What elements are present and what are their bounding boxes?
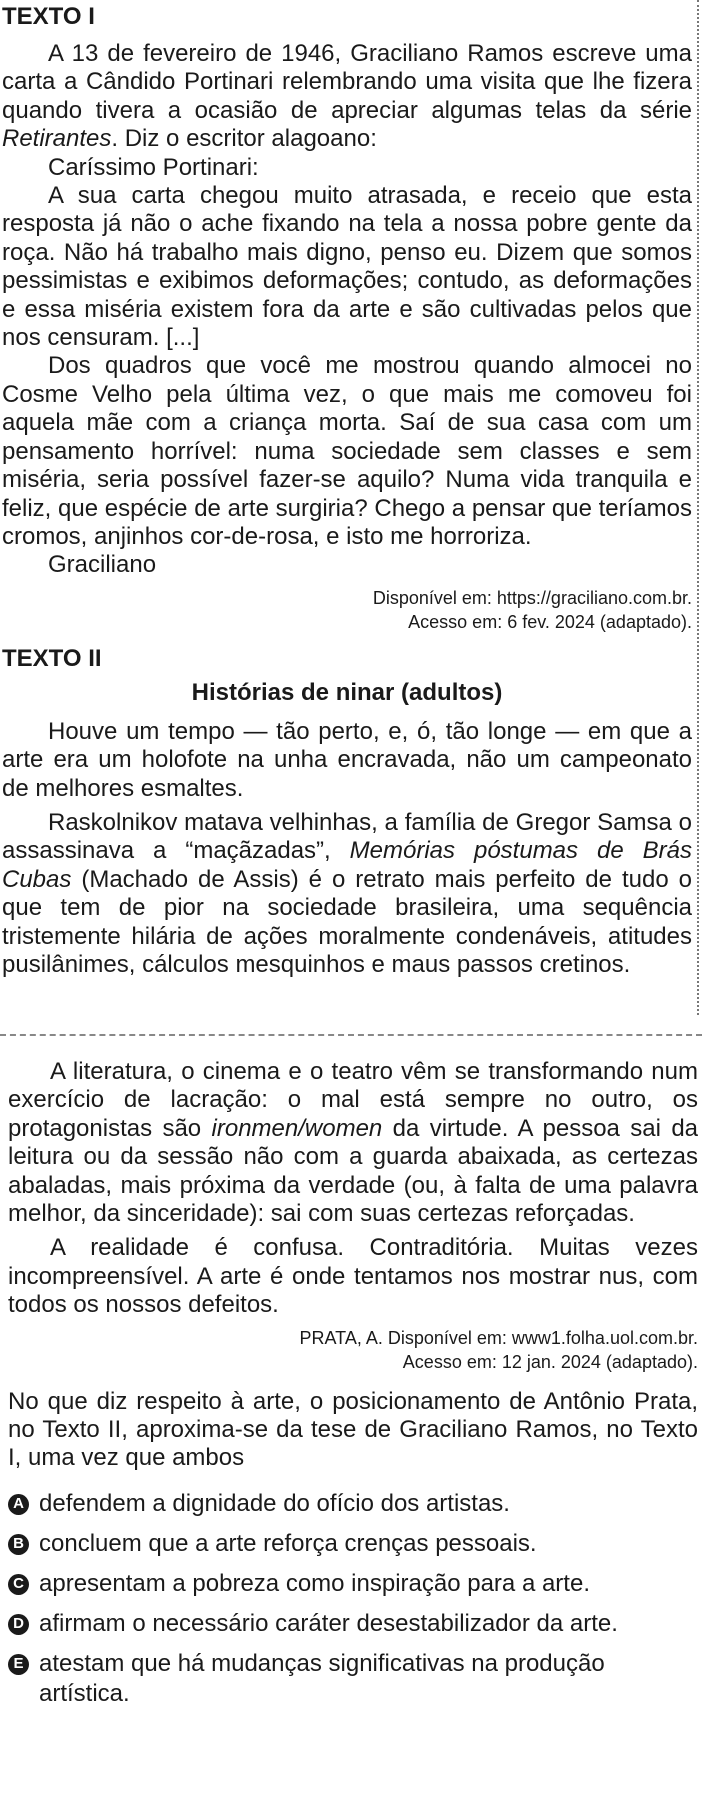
option-a[interactable] xyxy=(8,1489,698,1519)
texto2-paragraph-2: Raskolnikov matava velhinhas, a família de Gregor Samsa o assassinava a “maçãzadas”, Memórias póstumas de Brás Cubas (Machado de Assis) é o retrato mais perfeito de tudo o que tem de pior na sociedade brasileira, uma sequência tristemente hilária de ações moralmente condenáveis, atitudes pusilânimes, cálculos mesquinhos e maus passos cretinos. xyxy=(2,808,692,978)
texto2-paragraph-3: A literatura, o cinema e o teatro vêm se transformando num exercício de lacração: o mal está sempre no outro, os protagonistas são ironmen/women da virtude. A pessoa sai da leitura ou da sessão não com a guarda abaixada, as certezas abaladas, mais próxima da verdade (ou, à falta de uma palavra melhor, da sinceridade): sai com suas certezas reforçadas. xyxy=(8,1058,699,1228)
option-e-text: atestam que há mudanças significativas na produção artística. xyxy=(39,1649,605,1707)
column-break-divider xyxy=(0,1034,702,1036)
option-c-text: apresentam a pobreza como inspiração para a arte. xyxy=(39,1569,590,1597)
texto2-paragraph-4: A realidade é confusa. Contraditória. Muitas vezes incompreensível. A arte é onde tentamos nos mostrar nus, com todos os nossos defeitos. xyxy=(8,1234,698,1319)
texto1-paragraph-1: A 13 de fevereiro de 1946, Graciliano Ramos escreve uma carta a Cândido Portinari relembrando uma visita que lhe fizera quando tivera a ocasião de apreciar algumas telas da série Retirantes. Diz o escritor alagoano: xyxy=(2,40,692,153)
option-b[interactable] xyxy=(8,1529,698,1559)
option-c-letter-badge: C xyxy=(8,1574,29,1595)
option-a-letter-badge: A xyxy=(8,1494,29,1515)
option-e[interactable] xyxy=(8,1649,698,1709)
option-d-letter-badge: D xyxy=(8,1614,29,1635)
option-d-text: afirmam o necessário caráter desestabilizador da arte. xyxy=(39,1609,618,1637)
option-b-text: concluem que a arte reforça crenças pessoais. xyxy=(39,1529,537,1557)
texto2-italic-ironmen: ironmen/women xyxy=(211,1114,383,1142)
bottom-column xyxy=(8,1058,698,1719)
texto2-source: PRATA, A. Disponível em: www1.folha.uol.com.br. Acesso em: 12 jan. 2024 (adaptado). xyxy=(299,1327,698,1372)
option-a-text: defendem a dignidade do ofício dos artistas. xyxy=(39,1489,510,1517)
option-e-letter-badge: E xyxy=(8,1654,29,1675)
texto1-paragraph-3: Dos quadros que você me mostrou quando almocei no Cosme Velho pela última vez, o que mais me comoveu foi aquela mãe com a criança morta. Saí de sua casa com um pensamento horrível: numa sociedade sem classes e sem miséria, seria possível fazer-se aquilo? Numa vida tranquila e feliz, que espécie de arte surgiria? Chego a pensar que teríamos cromos, anjinhos cor-de-rosa, e isto me horroriza. xyxy=(2,352,692,550)
column-divider xyxy=(697,0,700,1015)
texto1-heading: TEXTO I xyxy=(2,3,95,30)
texto2-title: Histórias de ninar (adultos) xyxy=(191,678,503,706)
option-b-letter-badge: B xyxy=(8,1534,29,1555)
texto1-paragraph-2: A sua carta chegou muito atrasada, e receio que esta resposta já não o ache fixando na tela a nossa pobre gente da roça. Não há trabalho mais digno, penso eu. Dizem que somos pessimistas e exibimos deformações; contudo, as deformações e essa miséria existem fora da arte e são cultivadas pelos que nos censuram. [...] xyxy=(2,182,692,352)
texto1-italic-retirantes: Retirantes xyxy=(2,125,112,153)
answer-options xyxy=(8,1489,698,1709)
texto1-source: Disponível em: https://graciliano.com.br. Acesso em: 6 fev. 2024 (adaptado). xyxy=(372,587,692,632)
question-stem: No que diz respeito à arte, o posicionamento de Antônio Prata, no Texto II, aproxima-se da tese de Graciliano Ramos, no Texto I, uma vez que ambos xyxy=(8,1387,698,1472)
texto2-heading: TEXTO II xyxy=(2,644,102,672)
texto2-italic-book-title: Memórias póstumas de Brás Cubas xyxy=(2,837,692,893)
texto2-paragraph-1: Houve um tempo — tão perto, e, ó, tão longe — em que a arte era um holofote na unha encravada, não um campeonato de melhores esmaltes. xyxy=(2,717,692,802)
texto1-salutation: Caríssimo Portinari: xyxy=(48,153,259,181)
option-c[interactable] xyxy=(8,1569,698,1599)
texto1-signature: Graciliano xyxy=(48,551,157,579)
option-d[interactable] xyxy=(8,1609,698,1639)
